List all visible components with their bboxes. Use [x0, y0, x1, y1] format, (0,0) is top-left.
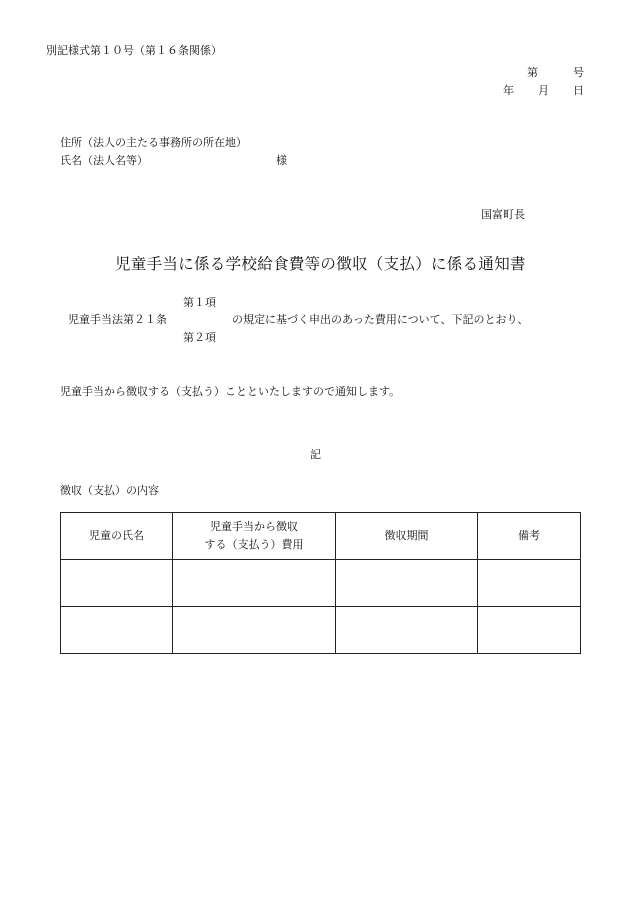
table-row: [61, 607, 581, 654]
section-label: 徴収（支払）の内容: [60, 484, 159, 497]
doc-number-go: 号: [573, 66, 584, 79]
cell-cost[interactable]: [173, 560, 336, 607]
document-title: 児童手当に係る学校給食費等の徴収（支払）に係る通知書: [115, 255, 526, 273]
header-child-name: 児童の氏名: [61, 513, 173, 560]
content-table: [60, 512, 581, 654]
header-cost-line1: 児童手当から徴収: [210, 520, 298, 533]
body-line1-rest: の規定に基づく申出のあった費用について、下記のとおり、: [232, 313, 529, 326]
date-month: 月: [538, 84, 549, 97]
recipient-name-label: 氏名（法人名等）: [60, 154, 148, 167]
form-reference: 別記様式第１０号（第１６条関係）: [46, 44, 222, 57]
cell-cost[interactable]: [173, 607, 336, 654]
header-cost-line2: する（支払う）費用: [204, 538, 304, 551]
ki-marker: 記: [310, 448, 321, 461]
sender-title: 国富町長: [481, 208, 525, 221]
date-day: 日: [573, 84, 584, 97]
table-header-row: [61, 513, 581, 560]
clause-1: 第１項: [183, 296, 216, 309]
cell-collection-period[interactable]: [336, 560, 478, 607]
table-row: [61, 560, 581, 607]
recipient-honorific: 様: [276, 154, 287, 167]
cell-collection-period[interactable]: [336, 607, 478, 654]
header-cost: [173, 513, 336, 560]
law-reference: 児童手当法第２１条: [68, 313, 167, 326]
cell-child-name[interactable]: [61, 560, 173, 607]
cell-child-name[interactable]: [61, 607, 173, 654]
header-collection-period: 徴収期間: [336, 513, 478, 560]
cell-remarks[interactable]: [478, 560, 581, 607]
body-line2: 児童手当から徴収する（支払う）ことといたしますので通知します。: [60, 385, 401, 398]
cell-remarks[interactable]: [478, 607, 581, 654]
doc-number-dai: 第: [527, 66, 538, 79]
header-remarks: 備考: [478, 513, 581, 560]
date-year: 年: [503, 84, 514, 97]
recipient-address-label: 住所（法人の主たる事務所の所在地）: [60, 136, 247, 149]
clause-2: 第２項: [183, 331, 216, 344]
